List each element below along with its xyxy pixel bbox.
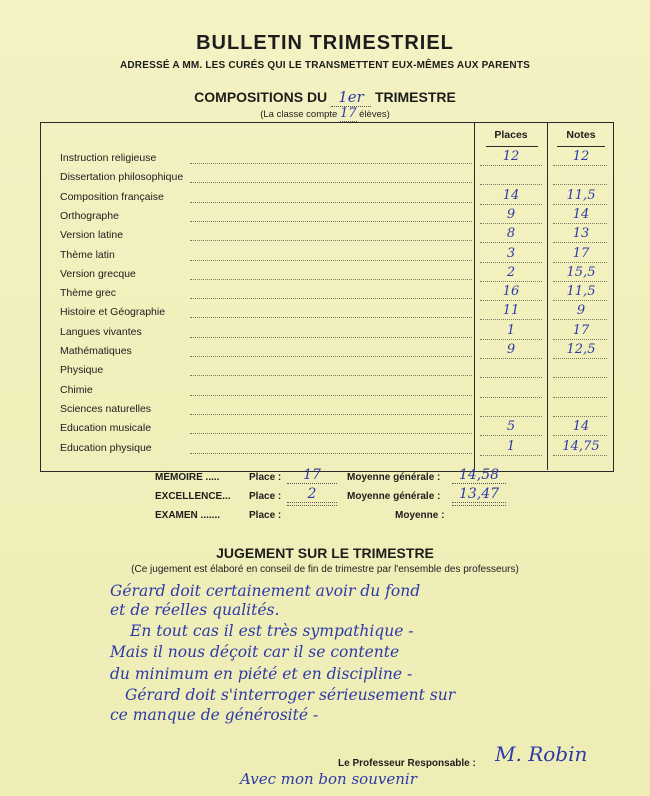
notes-header-rule <box>557 146 605 147</box>
jugement-line-2: et de réelles qualités. <box>110 601 280 619</box>
examen-moyenne-value <box>452 505 506 506</box>
dotted-leader <box>190 395 472 396</box>
document-title: BULLETIN TRIMESTRIEL <box>196 32 454 54</box>
subject-label: Education physique <box>60 441 152 454</box>
compositions-prefix: COMPOSITIONS DU <box>194 89 328 105</box>
place-value: 9 <box>506 206 516 222</box>
class-size-count: 17 <box>339 106 357 121</box>
note-value: 9 <box>576 303 586 319</box>
place-field-line <box>480 319 542 320</box>
excellence-place-label: Place : <box>249 491 282 502</box>
note-field-line <box>553 435 607 436</box>
subject-label: Langues vivantes <box>60 325 142 338</box>
note-field-line <box>553 455 607 456</box>
dotted-leader <box>190 298 472 299</box>
subject-label: Version latine <box>60 229 124 242</box>
memoire-place-value: 17 <box>287 467 337 484</box>
note-value: 11,5 <box>566 187 596 203</box>
excellence-moyenne-label: Moyenne générale : <box>347 491 441 502</box>
subject-label: Mathématiques <box>60 345 132 357</box>
compositions-heading <box>0 88 650 107</box>
subject-label: Version grecque <box>60 267 136 280</box>
dotted-leader <box>190 240 472 241</box>
note-value: 15,5 <box>566 264 596 280</box>
place-field-line <box>480 204 542 205</box>
class-size-prefix: (La classe compte <box>260 109 338 120</box>
jugement-line-6: Gérard doit s'interroger sérieusement sur <box>125 686 456 704</box>
note-value: 14,75 <box>562 438 600 454</box>
place-value: 12 <box>502 149 520 164</box>
note-value: 12 <box>572 149 590 164</box>
place-value: 3 <box>506 245 516 261</box>
memoire-moyenne-value: 14,58 <box>452 467 506 484</box>
note-value: 13 <box>572 226 590 242</box>
note-field-line <box>553 204 607 205</box>
jugement-line-1: Gérard doit certainement avoir du fond <box>110 582 421 600</box>
professeur-label: Le Professeur Responsable : <box>338 758 476 769</box>
document-subtitle: ADRESSÉ A MM. LES CURÉS QUI LE TRANSMETTENT EUX-MÊMES AUX PARENTS <box>119 60 531 71</box>
memoire-label: MÉMOIRE ..... <box>155 472 220 483</box>
dotted-leader <box>190 202 472 203</box>
place-field-line <box>480 455 542 456</box>
note-field-line <box>553 397 607 398</box>
trimestre-number: 1er <box>331 88 371 107</box>
note-field-line <box>553 281 607 282</box>
note-field-line <box>553 358 607 359</box>
professeur-signature: M. Robin <box>495 742 588 766</box>
places-notes-divider <box>547 122 548 470</box>
dotted-leader <box>190 279 472 280</box>
jugement-subtitle: (Ce jugement est élaboré en conseil de fin de trimestre par l'ensemble des professeurs) <box>131 564 519 575</box>
examen-place-value <box>287 505 337 506</box>
note-field-line <box>553 262 607 263</box>
place-field-line <box>480 165 542 166</box>
place-field-line <box>480 435 542 436</box>
examen-place-label: Place : <box>249 510 282 521</box>
subject-label: Sciences naturelles <box>60 402 152 415</box>
jugement-line-5: du minimum en piété et en discipline - <box>110 665 413 683</box>
jugement-line-4: Mais il nous déçoit car il se contente <box>110 643 400 661</box>
dotted-leader <box>190 433 472 434</box>
jugement-line-3: En tout cas il est très sympathique - <box>130 622 414 640</box>
note-field-line <box>553 319 607 320</box>
subject-label: Instruction religieuse <box>60 152 157 164</box>
note-field-line <box>553 165 607 166</box>
note-value: 14 <box>572 419 590 435</box>
place-field-line <box>480 242 542 243</box>
place-value: 9 <box>506 342 516 357</box>
footer-handwritten-note: Avec mon bon souvenir <box>240 770 417 788</box>
note-field-line <box>553 184 607 185</box>
dotted-leader <box>190 221 472 222</box>
place-value: 16 <box>502 284 520 300</box>
dotted-leader <box>190 453 472 454</box>
subject-label: Chimie <box>60 383 93 396</box>
subject-label: Composition française <box>60 190 164 203</box>
excellence-moyenne-value: 13,47 <box>452 486 506 503</box>
subject-label: Thème grec <box>60 287 117 300</box>
class-size-line <box>0 106 650 122</box>
note-value: 14 <box>572 206 590 222</box>
dotted-leader <box>190 375 472 376</box>
place-value: 2 <box>506 264 516 280</box>
excellence-place-value: 2 <box>287 486 337 503</box>
note-value: 12,5 <box>566 342 596 357</box>
place-field-line <box>480 358 542 359</box>
note-field-line <box>553 339 607 340</box>
place-field-line <box>480 397 542 398</box>
note-value: 17 <box>572 245 590 261</box>
place-field-line <box>480 281 542 282</box>
note-field-line <box>553 242 607 243</box>
places-column-left-border <box>474 122 475 470</box>
dotted-leader <box>190 414 472 415</box>
examen-label: EXAMEN ....... <box>155 510 221 521</box>
note-field-line <box>553 223 607 224</box>
note-field-line <box>553 377 607 378</box>
subject-label: Thème latin <box>60 248 115 261</box>
dotted-leader <box>190 182 472 183</box>
place-value: 5 <box>506 419 516 435</box>
note-value: 17 <box>572 322 590 338</box>
dotted-leader <box>190 356 472 357</box>
subject-label: Education musicale <box>60 422 152 435</box>
dotted-leader <box>190 163 472 164</box>
note-value: 11,5 <box>566 284 596 300</box>
place-value: 14 <box>502 187 520 203</box>
places-header: Places <box>494 129 528 141</box>
jugement-line-7: ce manque de générosité - <box>110 706 319 724</box>
jugement-title: JUGEMENT SUR LE TRIMESTRE <box>216 545 434 561</box>
excellence-label: EXCELLENCE... <box>155 491 231 502</box>
subject-label: Physique <box>60 364 104 377</box>
place-value: 8 <box>506 226 516 242</box>
place-value: 11 <box>502 303 520 319</box>
place-value: 1 <box>506 322 516 338</box>
subject-label: Histoire et Géographie <box>60 306 166 319</box>
place-field-line <box>480 416 542 417</box>
place-field-line <box>480 339 542 340</box>
dotted-leader <box>190 317 472 318</box>
place-value: 1 <box>506 438 516 454</box>
examen-moyenne-label: Moyenne : <box>395 510 445 521</box>
dotted-leader <box>190 260 472 261</box>
memoire-place-label: Place : <box>249 472 282 483</box>
note-field-line <box>553 300 607 301</box>
place-field-line <box>480 184 542 185</box>
subject-label: Orthographe <box>60 209 119 222</box>
memoire-moyenne-label: Moyenne générale : <box>347 472 441 483</box>
dotted-leader <box>190 337 472 338</box>
notes-header: Notes <box>566 129 596 141</box>
compositions-suffix: TRIMESTRE <box>374 89 456 105</box>
place-field-line <box>480 377 542 378</box>
place-field-line <box>480 223 542 224</box>
place-field-line <box>480 262 542 263</box>
subject-label: Dissertation philosophique <box>60 171 184 184</box>
note-field-line <box>553 416 607 417</box>
place-field-line <box>480 300 542 301</box>
places-header-rule <box>486 146 538 147</box>
class-size-suffix: élèves) <box>359 109 390 120</box>
